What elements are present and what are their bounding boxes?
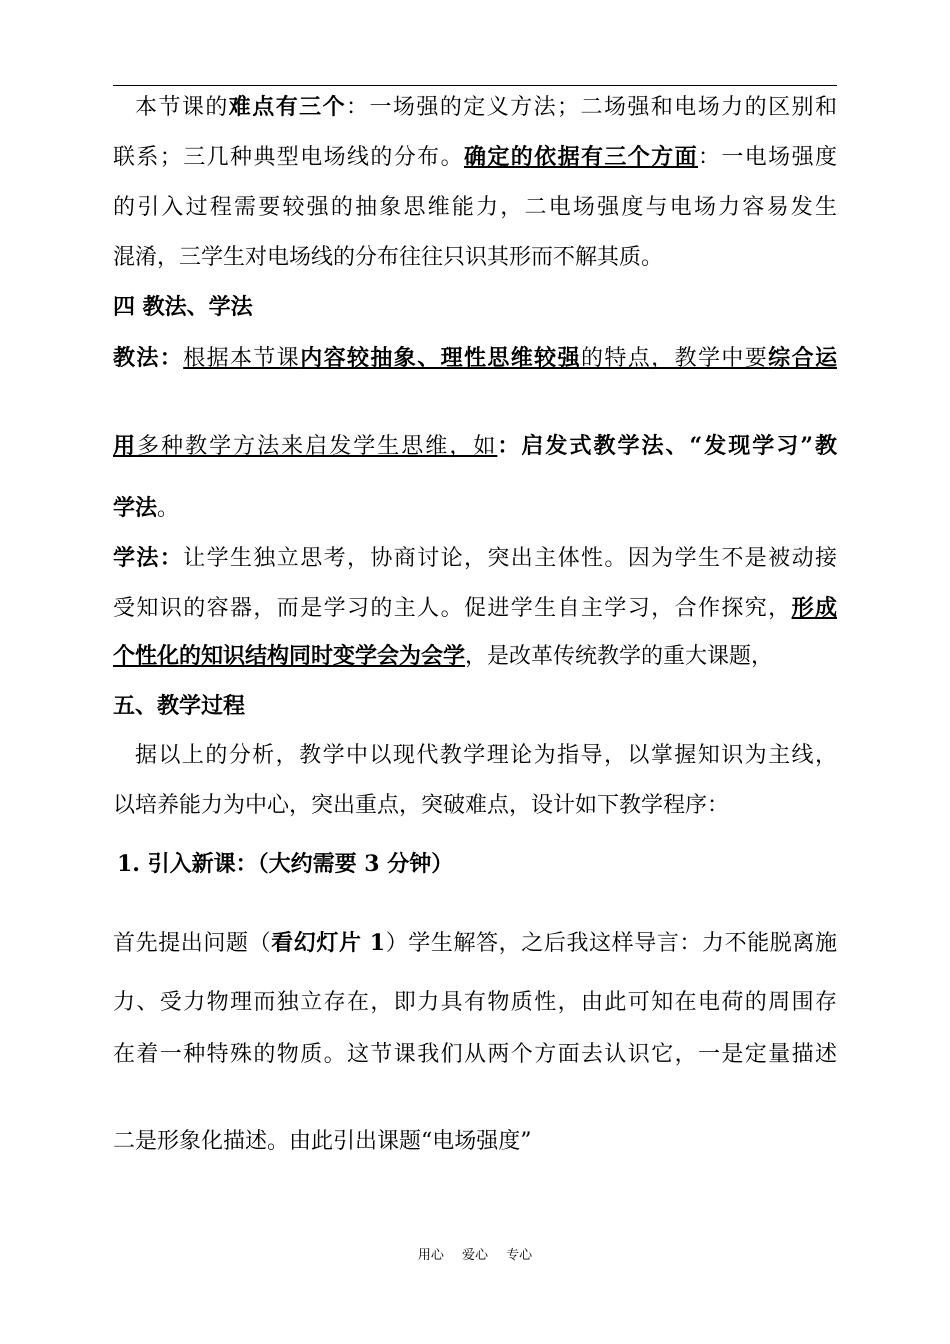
text-run: 。 <box>157 496 180 521</box>
bold-underlined-phrase: 形成 <box>791 595 837 621</box>
paragraph-difficulties-line-3: 的引入过程需要较强的抽象思维能力，二电场强度与电场力容易发生 <box>113 195 837 220</box>
page-footer: 用心 爱心 专心 <box>417 1248 533 1263</box>
text-run: ，是改革传统教学的重大课题， <box>465 644 774 669</box>
paragraph-difficulties-line-1 <box>113 92 837 123</box>
bold-underlined-phrase: 综合运 <box>768 345 837 371</box>
teaching-method-line-3 <box>113 493 837 524</box>
subheading-introduce-lesson: 1. 引入新课：（大约需要 3 分钟） <box>117 851 454 877</box>
paragraph-intro-line-2: 力、受力物理而独立存在，即力具有物质性，由此可知在电荷的周围存 <box>113 990 837 1015</box>
learning-method-line-2 <box>113 593 837 624</box>
label-teaching-method: 教法： <box>113 345 184 371</box>
text-run: ：一电场强度 <box>697 145 837 170</box>
paragraph-difficulties-line-4: 混淆，三学生对电场线的分布往往只识其形而不解其质。 <box>113 245 664 270</box>
text-run: 联系；三几种典型电场线的分布。 <box>113 145 464 170</box>
paragraph-analysis-line-2: 以培养能力为中心，突出重点，突破难点，设计如下教学程序： <box>113 793 730 818</box>
label-learning-method: 学法： <box>113 545 184 571</box>
bold-underlined-phrase: 确定的依据有三个方面 <box>463 144 698 170</box>
text-run: 本节课的 <box>135 95 229 120</box>
underlined-run: 的特点，教学中要 <box>580 346 769 371</box>
bold-underlined-phrase: 内容较抽象、理性思维较强 <box>300 345 581 371</box>
section-heading-methods: 四 教法、学法 <box>113 294 253 320</box>
learning-method-line-1 <box>113 543 837 574</box>
paragraph-intro-line-1 <box>113 928 837 959</box>
teaching-method-line-2 <box>113 431 837 462</box>
bold-phrase: 看幻灯片 1 <box>271 930 386 956</box>
paragraph-intro-line-4: 二是形象化描述。由此引出课题“电场强度” <box>113 1129 532 1154</box>
text-run: 首先提出问题（ <box>113 931 272 956</box>
header-rule <box>113 85 837 86</box>
bold-phrase: 学法 <box>113 495 158 521</box>
text-run: 让学生独立思考，协商讨论，突出主体性。因为学生不是被动接 <box>183 546 837 571</box>
underlined-run: 根据本节课 <box>183 346 301 371</box>
paragraph-analysis-line-1: 据以上的分析，教学中以现代教学理论为指导，以掌握知识为主线， <box>135 743 837 768</box>
underlined-run: 多种教学方法来启发学生思维，如 <box>137 434 498 459</box>
learning-method-line-3 <box>113 641 837 672</box>
text-run: ）学生解答，之后我这样导言：力不能脱离施 <box>385 931 837 956</box>
bold-phrase: 难点有三个 <box>228 94 347 120</box>
bold-phrase: ：启发式教学法、“发现学习”教 <box>497 433 837 459</box>
teaching-method-line-1 <box>113 343 837 374</box>
paragraph-intro-line-3: 在着一种特殊的物质。这节课我们从两个方面去认识它，一是定量描述 <box>113 1042 837 1067</box>
bold-underlined-phrase: 个性化的知识结构同时变学会为会学 <box>113 643 466 669</box>
text-run: ：一场强的定义方法；二场强和电场力的区别和 <box>346 95 837 120</box>
text-run: 受知识的容器，而是学习的主人。促进学生自主学习，合作探究， <box>113 596 792 621</box>
section-heading-process: 五、教学过程 <box>113 693 246 719</box>
bold-underlined-phrase: 用 <box>113 433 138 459</box>
paragraph-difficulties-line-2 <box>113 142 837 173</box>
